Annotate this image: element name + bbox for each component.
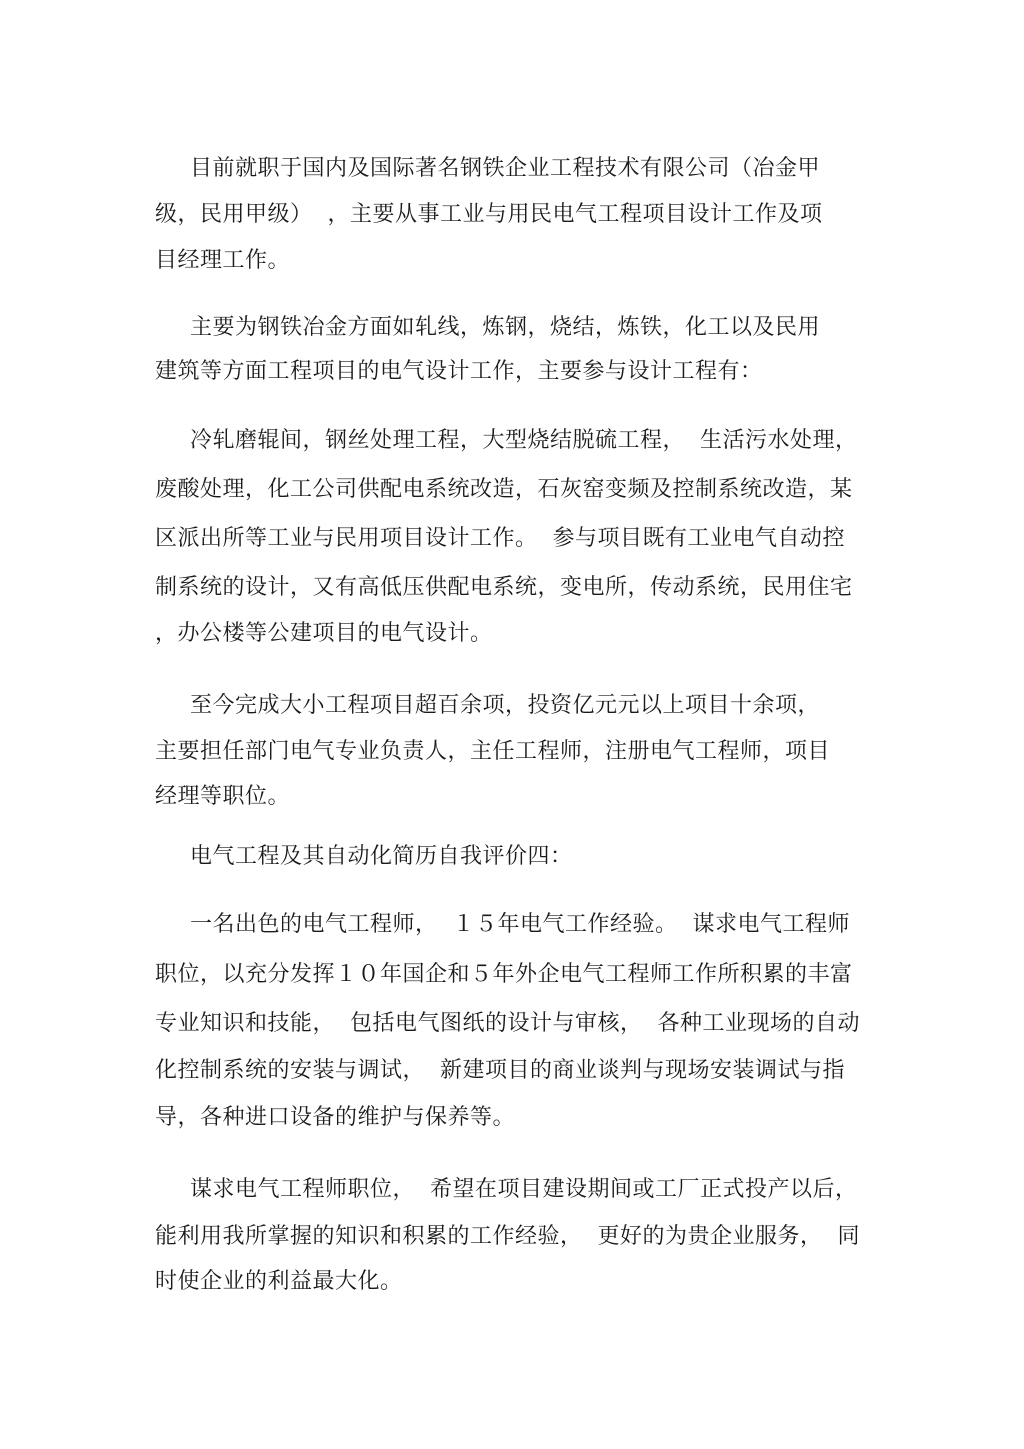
paragraph-6-line-2: 职位，以充分发挥１０年国企和５年外企电气工程师工作所积累的丰富 — [155, 962, 853, 987]
paragraph-2-line-1: 主要为钢铁冶金方面如轧线，炼钢，烧结，炼铁，化工以及民用 — [190, 315, 821, 340]
paragraph-4-line-1: 至今完成大小工程项目超百余项，投资亿元元以上项目十余项， — [190, 693, 821, 718]
paragraph-7-line-1: 谋求电气工程师职位， 希望在项目建设期间或工厂正式投产以后， — [190, 1177, 858, 1202]
paragraph-3-line-4: 制系统的设计，又有高低压供配电系统，变电所，传动系统，民用住宅 — [155, 575, 853, 600]
paragraph-3-line-2: 废酸处理，化工公司供配电系统改造，石灰窑变频及控制系统改造，某 — [155, 477, 853, 502]
paragraph-3-line-3: 区派出所等工业与民用项目设计工作。 参与项目既有工业电气自动控 — [155, 526, 845, 551]
paragraph-4-line-2: 主要担任部门电气专业负责人，主任工程师，注册电气工程师，项目 — [155, 739, 831, 764]
paragraph-7-line-2: 能利用我所掌握的知识和积累的工作经验， 更好的为贵企业服务， 同 — [155, 1224, 860, 1249]
paragraph-1-line-3: 目经理工作。 — [155, 248, 291, 273]
paragraph-1-line-1: 目前就职于国内及国际著名钢铁企业工程技术有限公司（冶金甲 — [190, 156, 821, 181]
paragraph-2-line-2: 建筑等方面工程项目的电气设计工作，主要参与设计工程有： — [155, 359, 763, 384]
paragraph-1-line-2: 级，民用甲级） ，主要从事工业与用民电气工程项目设计工作及项 — [155, 202, 823, 227]
paragraph-6-line-4: 化控制系统的安装与调试， 新建项目的商业谈判与现场安装调试与指 — [155, 1058, 845, 1083]
section-heading: 电气工程及其自动化简历自我评价四： — [190, 844, 573, 869]
paragraph-3-line-1: 冷轧磨辊间，钢丝处理工程，大型烧结脱硫工程， 生活污水处理， — [190, 428, 858, 453]
paragraph-6-line-5: 导，各种进口设备的维护与保养等。 — [155, 1105, 516, 1130]
paragraph-3-line-5: ，办公楼等公建项目的电气设计。 — [155, 621, 493, 646]
paragraph-6-line-1: 一名出色的电气工程师， １５年电气工作经验。 谋求电气工程师 — [190, 912, 850, 937]
paragraph-7-line-3: 时使企业的利益最大化。 — [155, 1269, 403, 1294]
paragraph-4-line-3: 经理等职位。 — [155, 784, 291, 809]
paragraph-6-line-3: 专业知识和技能， 包括电气图纸的设计与审核， 各种工业现场的自动 — [155, 1011, 860, 1036]
